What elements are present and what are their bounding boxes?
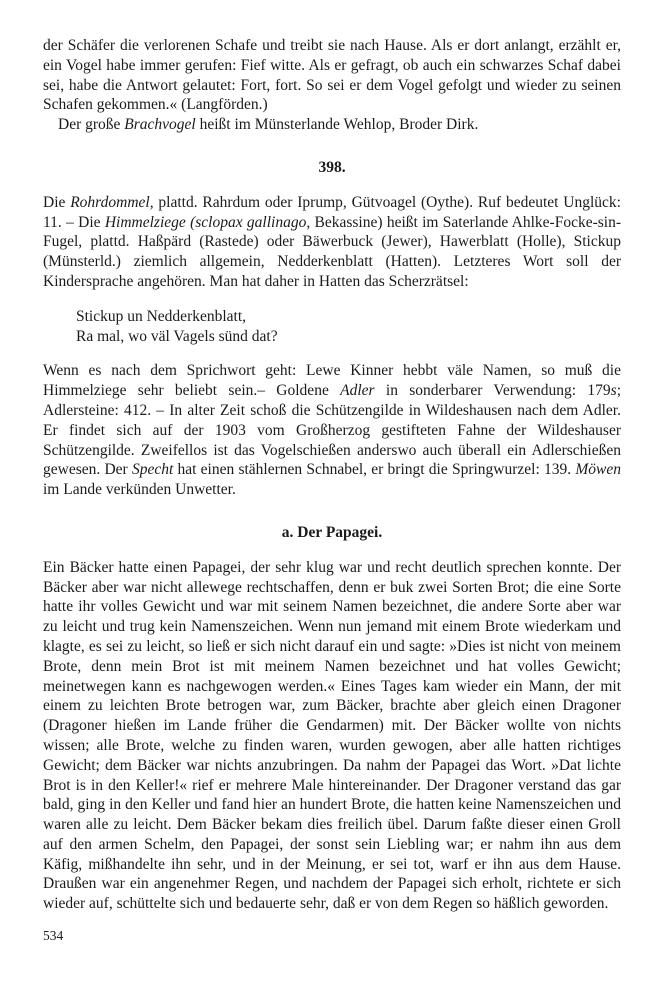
paragraph-shepherd-tale-end <box>43 36 621 115</box>
heading-papagei <box>43 523 621 543</box>
text-run: a. Der Papagei. <box>281 523 383 541</box>
paragraph-brachvogel <box>43 115 621 135</box>
text-run: Ra mal, wo väl Vagels sünd dat? <box>76 327 278 345</box>
italic-text-run: Möwen <box>575 461 621 479</box>
text-run: Wenn es nach dem Sprichwort geht: Lewe Kinner hebbt väle Namen, so muß die Himmelziege sehr beliebt sein.– Goldene <box>43 362 621 400</box>
text-run: in sonderbarer Verwendung: 179 <box>374 382 611 400</box>
italic-text-run: Rohrdommel, <box>70 193 154 211</box>
text-run: der Schäfer die verlorenen Schafe und treibt sie nach Hause. Als er dort anlangt, erzählt er, ein Vogel habe immer gerufen: Fief witte. Als er gefragt, ob auch ein schwarzes Schaf dabei sei, habe die Antwort gelautet: Fort, fort. So sei er dem Vogel gefolgt und wieder zu seinen Schafen gekommen.« (Langförden.) <box>43 37 621 114</box>
text-run: ; Adlersteine: 412. – In alter Zeit schoß die Schützengilde in Wildeshausen nach dem Adler. Er findet sich auf der 1903 vom Großherzog gestifteten Fahne der Wildeshauser Schützengilde. Zweifellos ist das Vogelschießen anderswo auch überall ein Adlerschießen gewesen. Der <box>43 382 621 479</box>
heading-section-398 <box>43 158 621 178</box>
paragraph-rohrdommel <box>43 193 621 292</box>
text-run: heißt im Münsterlande Wehlop, Broder Dirk. <box>195 116 479 134</box>
text-run: im Lande verkünden Unwetter. <box>43 481 236 499</box>
verse-scherzraetsel <box>76 307 621 347</box>
text-run: plattd. Rahrdum oder Iprump, Gütvoagel (Oythe). Ruf bedeutet Unglück: 11. – Die <box>43 193 621 231</box>
text-run: Ein Bäcker hatte einen Papagei, der sehr klug war und recht deutlich sprechen konnte. Der Bäcker aber war nicht allewege rechtschaffen, denn er buk zwei Sorten Brot; die eine Sorte hatte ihr volles Gewicht und war mit seinem Namen bezeichnet, die andere Sorte aber war zu leicht und trug kein Namenszeichen. Wenn nun jemand mit einem Brote wiederkam und klagte, es sei zu leicht, so ließ er sich nicht darauf ein und sagte: »Dies ist nicht von meinem Brote, denn mein Brot ist mit meinem Namen bezeichnet und hat volles Gewicht; meinetwegen kann es nachgewogen werden.« Eines Tages kam wieder ein Mann, der mit einem zu leichten Brote betrogen war, zum Bäcker, brachte aber gleich einen Dragoner (Dragoner hießen im Lande früher die Gendarmen) mit. Der Bäcker wollte von nichts wissen; alle Brote, welche zu finden waren, wurden gewogen, aber alle hatten richtiges Gewicht; dem Bäcker war nichts anzubringen. Da nahm der Papagei das Wort. »Dat lichte Brot is in den Keller!« rief er mehrere Male hintereinander. Der Dragoner verstand das gar bald, ging in den Keller und fand hier an hundert Brote, die hatten keine Namenszeichen und waren alle zu leicht. Dem Bäcker bekam dies freilich übel. Darum faßte dieser einen Groll auf den armen Schelm, den Papagei, der sonst sein Liebling war; er nahm ihn aus dem Käfig, mißhandelte ihn sehr, und in der Meinung, er sei tot, warf er ihn aus dem Hause. Draußen war ein angenehmer Regen, und nachdem der Papagei sich erholt, richtete er sich wieder auf, schüttelte sich und bedauerte sehr, daß er von dem Regen so häßlich geworden. <box>43 558 621 913</box>
verse-line <box>76 307 621 327</box>
paragraph-papagei-story <box>43 558 621 914</box>
italic-text-run: Specht <box>131 461 174 479</box>
text-run: 398. <box>318 158 346 176</box>
verse-line <box>76 327 621 347</box>
text-run: hat einen stählernen Schnabel, er bringt die Springwurzel: 139. <box>173 461 576 479</box>
italic-text-run: Brachvogel <box>124 116 196 134</box>
page-number: 534 <box>43 928 64 943</box>
paragraph-himmelziege-adler <box>43 361 621 500</box>
italic-text-run: Himmelziege (sclopax gallinago, <box>104 213 311 231</box>
text-run: Der große <box>58 116 125 134</box>
text-run: Die <box>43 193 71 211</box>
italic-text-run: s <box>610 382 617 400</box>
italic-text-run: Adler <box>340 382 375 400</box>
text-run: Bekassine) heißt im Saterlande Ahlke-Focke-sin-Fugel, plattd. Haßpärd (Rastede) oder Bäwerbuck (Jewer), Hawerblatt (Holle), Stickup (Münsterld.) ziemlich allgemein, Nedderkenblatt (Hatten). Letzteres Wort soll der Kindersprache angehören. Man hat daher in Hatten das Scherzrätsel: <box>43 213 621 290</box>
text-block <box>43 36 621 914</box>
text-run: Stickup un Nedderkenblatt, <box>76 307 247 325</box>
